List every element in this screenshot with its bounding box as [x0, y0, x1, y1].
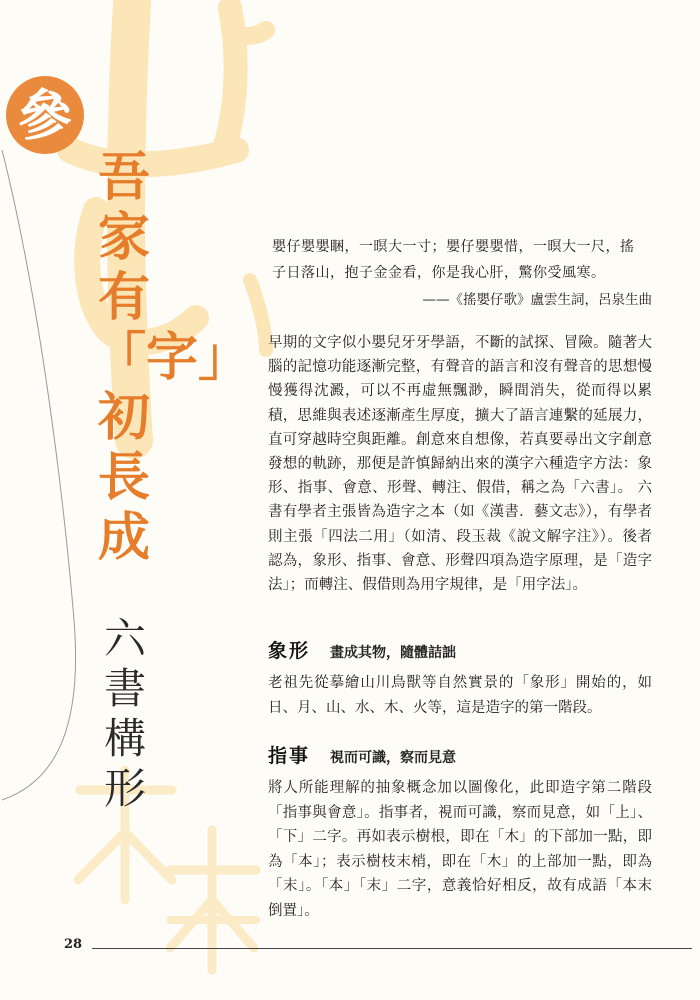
poem-line: 嬰仔嬰嬰睏，一暝大一寸；嬰仔嬰嬰惜，一暝大一尺，搖 — [272, 239, 635, 255]
epigraph-poem — [272, 234, 652, 312]
chapter-subtitle: 六書構形 — [103, 614, 146, 813]
poem-line: 子日落山，抱子金金看，你是我心肝，驚你受風寒。 — [272, 265, 606, 281]
section-zhishi — [268, 741, 652, 924]
section-xiangxing — [268, 636, 652, 720]
intro-paragraph: 早期的文字似小嬰兒牙牙學語，不斷的試探、冒險。隨著大腦的記憶功能逐漸完整，有聲音的語言和沒有聲音的思想慢慢獲得沈澱，可以不再虛無飄渺，瞬間消失，從而得以累積，思維與表述逐漸產生厚度，擴大了語言連繫的延展力，直可穿越時空與距離。創意來自想像，若真要尋出文字創意發想的軌跡，那便是許慎歸納出來的漢字六種造字方法：象形、指事、會意、形聲、轉注、假借，稱之為「六書」。 六書有學者主張皆為造字之本（如《漢書．藝文志》），有學者則主張「四法二用」（如清、段玉裁《說文解字注》）。後者認為，象形、指事、會意、形聲四項為造字原理，是「造字法」；而轉注、假借則為用字規律，是「用字法」。 — [268, 335, 652, 594]
footer-rule — [92, 948, 692, 949]
chapter-title: 吾家有「字」初長成 — [94, 147, 251, 568]
section-title: 指事 — [268, 745, 311, 767]
section-title: 象形 — [268, 640, 311, 662]
section-tagline: 畫成其物，隨體詰詘 — [330, 645, 457, 661]
section-tagline: 視而可識，察而見意 — [330, 750, 457, 766]
page-number: 28 — [64, 937, 83, 952]
poem-citation: ——《搖嬰仔歌》盧雲生詞，呂泉生曲 — [422, 292, 652, 308]
section-body: 老祖先從摹繪山川鳥獸等自然實景的「象形」開始的，如日、月、山、水、木、火等，這是造字的第一階段。 — [268, 675, 652, 716]
chapter-badge: 參 — [6, 76, 84, 154]
section-body: 將人所能理解的抽象概念加以圖像化，此即造字第二階段「指事與會意」。指事者，視而可識，察而見意，如「上」、「下」二字。再如表示樹根，即在「木」的下部加一點，即為「本」；表示樹枝末梢，即在「木」的上部加一點，即為「末」。「本」「末」二字，意義恰好相反，故有成語「本末倒置」。 — [268, 780, 652, 919]
